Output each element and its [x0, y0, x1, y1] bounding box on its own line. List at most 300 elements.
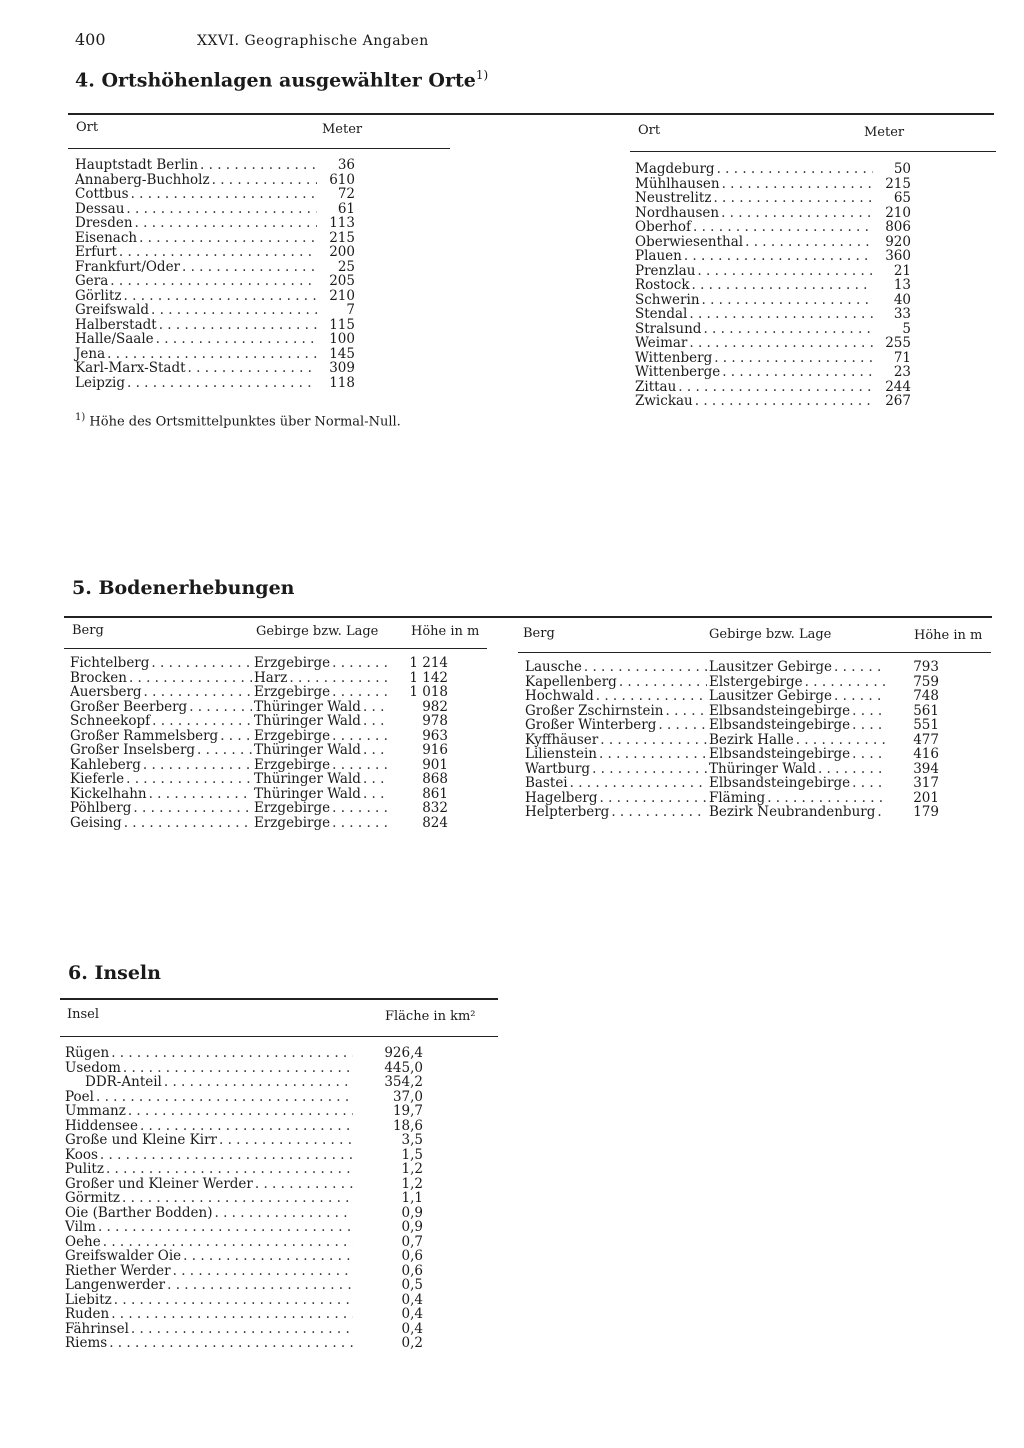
- mountain-name: Kieferle: [70, 772, 125, 787]
- mountain-cell: [525, 733, 709, 748]
- range-cell: [254, 729, 392, 744]
- range-name: Erzgebirge: [254, 757, 331, 772]
- mountain-cell: [525, 776, 709, 791]
- row-value: 65: [893, 190, 911, 206]
- mountain-cell: [525, 675, 709, 690]
- leader-dots: [189, 700, 252, 715]
- range-name: Elbsandsteingebirge: [709, 718, 851, 733]
- sec4-left-head-rule: [68, 148, 450, 149]
- row-value: 0,9: [401, 1219, 423, 1235]
- row-value: 806: [885, 219, 911, 235]
- row-value: 0,9: [401, 1204, 423, 1221]
- row-value: 205: [329, 273, 355, 289]
- leader-dots: [103, 1235, 353, 1250]
- sec5-right-head-rule: [518, 652, 991, 653]
- leader-dots: [212, 173, 317, 188]
- row-name: Annaberg-Buchholz: [75, 171, 210, 188]
- leader-dots: [658, 718, 707, 733]
- row-name: Große und Kleine Kirr: [65, 1132, 217, 1148]
- sec4-right-head-value: Meter: [864, 125, 905, 140]
- row-name: Wittenberg: [635, 349, 713, 366]
- row-value: 13: [893, 277, 911, 293]
- row-value: 0,4: [401, 1291, 423, 1308]
- height-value: 561: [913, 702, 939, 719]
- table-row: [65, 1264, 423, 1279]
- table-row: [75, 260, 355, 275]
- leader-dots: [98, 1220, 353, 1235]
- row-value: 1,2: [401, 1161, 423, 1177]
- height-value: 916: [422, 742, 448, 758]
- leader-dots: [139, 231, 317, 246]
- range-cell: [709, 660, 887, 675]
- range-name: Bezirk Neubrandenburg: [709, 805, 876, 820]
- table-row: [635, 191, 911, 206]
- table-row: [635, 351, 911, 366]
- sec4-footnote-text: Höhe des Ortsmittelpunktes über Normal-Null.: [89, 414, 401, 430]
- leader-dots: [363, 787, 390, 802]
- mountain-cell: [70, 671, 254, 686]
- row-value: 40: [893, 291, 911, 308]
- height-value: 978: [422, 713, 448, 729]
- leader-dots: [124, 816, 252, 831]
- leader-dots: [693, 220, 873, 235]
- leader-dots: [570, 776, 707, 791]
- leader-dots: [689, 336, 873, 351]
- table-row: [635, 322, 911, 337]
- leader-dots: [159, 318, 317, 333]
- table-row: [75, 202, 355, 217]
- sec5-left-head-value: Höhe in m: [411, 624, 480, 639]
- table-row: [635, 394, 911, 409]
- leader-dots: [678, 380, 873, 395]
- row-name: Prenzlau: [635, 262, 696, 279]
- table-row: [75, 361, 355, 376]
- height-value: 901: [422, 756, 448, 773]
- leader-dots: [188, 361, 317, 376]
- height-value: 477: [913, 731, 939, 748]
- height-value: 824: [422, 814, 448, 831]
- sec4-left-head-value: Meter: [322, 122, 363, 137]
- mountain-name: Helpterberg: [525, 805, 610, 820]
- table-row: [75, 173, 355, 188]
- row-value: 0,6: [401, 1248, 423, 1264]
- mountain-name: Schneekopf: [70, 714, 151, 729]
- leader-dots: [332, 656, 390, 671]
- mountain-cell: [525, 805, 709, 820]
- row-value: 215: [885, 175, 911, 192]
- section-5-title: 5. Bodenerhebungen: [72, 577, 295, 599]
- leader-dots: [151, 303, 317, 318]
- mountain-cell: [525, 689, 709, 704]
- leader-dots: [332, 816, 390, 831]
- table-row: [65, 1249, 423, 1264]
- row-name: Vilm: [65, 1219, 96, 1235]
- range-name: Erzgebirge: [254, 656, 331, 671]
- range-name: Erzgebirge: [254, 685, 331, 700]
- table-row: [635, 206, 911, 221]
- range-cell: [709, 747, 887, 762]
- height-value: 832: [422, 800, 448, 816]
- table-row: [65, 1148, 423, 1163]
- row-value: 0,2: [401, 1335, 423, 1351]
- row-value: 33: [893, 306, 911, 322]
- leader-dots: [131, 1322, 353, 1337]
- leader-dots: [619, 675, 707, 690]
- row-value: 1,5: [401, 1146, 423, 1163]
- mountain-name: Großer Inselsberg: [70, 743, 196, 758]
- mountain-name: Kahleberg: [70, 757, 141, 772]
- row-name: Riether Werder: [65, 1262, 171, 1279]
- leader-dots: [119, 245, 317, 260]
- leader-dots: [611, 805, 707, 820]
- row-name: Rügen: [65, 1045, 110, 1061]
- range-cell: [254, 700, 392, 715]
- row-value: 354,2: [384, 1074, 423, 1090]
- sec5-right-table: [525, 660, 943, 820]
- sec6-table: [65, 1046, 423, 1351]
- page-number: 400: [75, 30, 106, 49]
- leader-dots: [220, 729, 252, 744]
- height-value: 759: [913, 673, 939, 690]
- height-value: 551: [913, 717, 939, 733]
- range-cell: [254, 743, 392, 758]
- leader-dots: [173, 1264, 353, 1279]
- table-row: [65, 1162, 423, 1177]
- table-row: [525, 791, 943, 806]
- table-row: [65, 1119, 423, 1134]
- mountain-name: Hagelberg: [525, 790, 598, 805]
- range-name: Harz: [254, 670, 288, 685]
- table-row: [635, 336, 911, 351]
- sec5-right-head-value: Höhe in m: [914, 628, 983, 643]
- range-cell: [709, 718, 887, 733]
- height-value: 1 018: [409, 684, 448, 700]
- table-row: [70, 656, 454, 671]
- height-value: 1 142: [409, 669, 448, 686]
- leader-dots: [721, 206, 873, 221]
- range-cell: [709, 762, 887, 777]
- row-name: Neustrelitz: [635, 190, 712, 206]
- table-row: [635, 162, 911, 177]
- row-name: Zittau: [635, 378, 677, 395]
- leader-dots: [834, 689, 885, 704]
- table-row: [635, 278, 911, 293]
- height-value: 861: [422, 785, 448, 802]
- sec4-right-head-rule: [630, 151, 996, 152]
- leader-dots: [767, 791, 885, 806]
- mountain-cell: [525, 704, 709, 719]
- row-name: Stendal: [635, 306, 688, 322]
- section-5-top-rule: [64, 616, 992, 618]
- sec5-right-head-name: Berg: [523, 626, 555, 641]
- row-value: 145: [329, 345, 355, 362]
- table-row: [75, 318, 355, 333]
- height-value: 748: [913, 688, 939, 704]
- row-value: 19,7: [392, 1103, 423, 1119]
- leader-dots: [852, 718, 885, 733]
- row-value: 50: [893, 161, 911, 177]
- table-row: [65, 1220, 423, 1235]
- table-row: [635, 249, 911, 264]
- row-name: Cottbus: [75, 186, 129, 202]
- leader-dots: [852, 704, 885, 719]
- mountain-cell: [70, 729, 254, 744]
- table-row: [65, 1191, 423, 1206]
- table-row: [525, 762, 943, 777]
- leader-dots: [877, 805, 885, 820]
- table-row: [525, 733, 943, 748]
- sec4-right-table: [635, 162, 911, 409]
- table-row: [65, 1075, 423, 1090]
- table-row: [635, 380, 911, 395]
- height-value: 868: [422, 771, 448, 787]
- leader-dots: [695, 394, 873, 409]
- leader-dots: [599, 747, 707, 762]
- leader-dots: [713, 191, 873, 206]
- table-row: [75, 347, 355, 362]
- table-row: [70, 743, 454, 758]
- range-cell: [709, 776, 887, 791]
- row-value: 215: [329, 229, 355, 246]
- leader-dots: [126, 772, 252, 787]
- range-name: Thüringer Wald: [254, 772, 361, 787]
- table-row: [75, 245, 355, 260]
- range-name: Thüringer Wald: [254, 714, 361, 729]
- range-cell: [254, 801, 392, 816]
- row-value: 115: [329, 316, 355, 333]
- row-name: Halle/Saale: [75, 331, 154, 347]
- mountain-name: Großer Zschirnstein: [525, 703, 664, 718]
- leader-dots: [144, 685, 252, 700]
- row-name: Ummanz: [65, 1103, 126, 1119]
- row-value: 100: [329, 331, 355, 347]
- leader-dots: [219, 1133, 353, 1148]
- leader-dots: [363, 714, 390, 729]
- row-value: 36: [337, 157, 355, 173]
- row-value: 37,0: [392, 1088, 423, 1105]
- row-name: Schwerin: [635, 291, 700, 308]
- table-row: [525, 718, 943, 733]
- leader-dots: [697, 264, 873, 279]
- range-name: Elbsandsteingebirge: [709, 776, 851, 791]
- sec5-left-head-rule: [64, 648, 487, 649]
- leader-dots: [215, 1206, 354, 1221]
- leader-dots: [584, 660, 707, 675]
- row-name: Großer und Kleiner Werder: [65, 1175, 253, 1192]
- sec4-left-head-name: Ort: [76, 120, 99, 135]
- leader-dots: [133, 801, 252, 816]
- leader-dots: [332, 801, 390, 816]
- row-name: Rostock: [635, 277, 690, 293]
- row-value: 1,1: [401, 1190, 423, 1206]
- table-row: [525, 689, 943, 704]
- range-cell: [709, 805, 887, 820]
- leader-dots: [703, 322, 873, 337]
- row-value: 71: [893, 349, 911, 366]
- leader-dots: [600, 791, 708, 806]
- section-6-top-rule: [60, 998, 498, 1000]
- leader-dots: [852, 776, 885, 791]
- sec5-left-head-name: Berg: [72, 623, 104, 638]
- table-row: [65, 1235, 423, 1250]
- row-name: Magdeburg: [635, 161, 715, 177]
- leader-dots: [197, 743, 252, 758]
- row-name: Hiddensee: [65, 1117, 138, 1134]
- leader-dots: [600, 733, 707, 748]
- row-value: 0,7: [401, 1233, 423, 1250]
- row-value: 0,5: [401, 1277, 423, 1293]
- table-row: [635, 177, 911, 192]
- row-name: Koos: [65, 1146, 98, 1163]
- mountain-name: Lilienstein: [525, 747, 597, 762]
- row-name: Plauen: [635, 248, 682, 264]
- mountain-name: Bastei: [525, 776, 568, 791]
- row-name: Görmitz: [65, 1190, 121, 1206]
- table-row: [75, 289, 355, 304]
- table-row: [65, 1322, 423, 1337]
- table-row: [65, 1307, 423, 1322]
- row-value: 3,5: [401, 1132, 423, 1148]
- row-value: 21: [893, 262, 911, 279]
- row-value: 25: [337, 258, 355, 275]
- mountain-cell: [525, 791, 709, 806]
- table-row: [65, 1104, 423, 1119]
- leader-dots: [717, 162, 873, 177]
- table-row: [525, 805, 943, 820]
- row-name: Nordhausen: [635, 204, 720, 221]
- table-row: [525, 747, 943, 762]
- table-row: [635, 235, 911, 250]
- sec5-left-head-range: Gebirge bzw. Lage: [256, 624, 379, 639]
- row-value: 267: [885, 393, 911, 409]
- row-name: DDR-Anteil: [85, 1074, 162, 1090]
- row-value: 210: [885, 204, 911, 221]
- range-cell: [254, 671, 392, 686]
- row-name: Jena: [75, 345, 106, 362]
- range-cell: [709, 675, 887, 690]
- leader-dots: [363, 772, 390, 787]
- mountain-cell: [70, 700, 254, 715]
- height-value: 394: [913, 760, 939, 777]
- row-name: Zwickau: [635, 393, 693, 409]
- leader-dots: [106, 1162, 353, 1177]
- height-value: 201: [913, 789, 939, 806]
- table-row: [75, 158, 355, 173]
- mountain-name: Hochwald: [525, 689, 594, 704]
- table-row: [635, 220, 911, 235]
- section-6-title: 6. Inseln: [68, 962, 161, 984]
- table-row: [70, 772, 454, 787]
- row-name: Oberhof: [635, 219, 691, 235]
- leader-dots: [200, 158, 317, 173]
- range-cell: [709, 791, 887, 806]
- range-name: Elbsandsteingebirge: [709, 747, 851, 762]
- mountain-name: Lausche: [525, 660, 582, 675]
- leader-dots: [745, 235, 873, 250]
- height-value: 793: [913, 659, 939, 675]
- sec6-head-name: Insel: [67, 1007, 100, 1022]
- range-name: Elbsandsteingebirge: [709, 703, 851, 718]
- table-row: [65, 1133, 423, 1148]
- leader-dots: [111, 1307, 353, 1322]
- table-row: [635, 365, 911, 380]
- row-value: 926,4: [384, 1045, 423, 1061]
- row-name: Pulitz: [65, 1161, 104, 1177]
- range-name: Erzgebirge: [254, 815, 331, 830]
- row-name: Hauptstadt Berlin: [75, 157, 199, 173]
- sec4-left-table: [75, 158, 355, 390]
- table-row: [65, 1293, 423, 1308]
- row-name: Leipzig: [75, 374, 125, 391]
- table-row: [65, 1177, 423, 1192]
- leader-dots: [363, 743, 390, 758]
- row-name: Dresden: [75, 215, 133, 231]
- leader-dots: [666, 704, 707, 719]
- row-name: Görlitz: [75, 287, 122, 304]
- leader-dots: [852, 747, 885, 762]
- table-row: [525, 660, 943, 675]
- range-name: Erzgebirge: [254, 801, 331, 816]
- row-name: Halberstadt: [75, 316, 157, 333]
- row-value: 610: [329, 171, 355, 188]
- mountain-cell: [525, 747, 709, 762]
- range-name: Bezirk Halle: [709, 732, 794, 747]
- mountain-cell: [70, 714, 254, 729]
- height-value: 416: [913, 746, 939, 762]
- row-name: Usedom: [65, 1059, 121, 1076]
- leader-dots: [289, 671, 390, 686]
- leader-dots: [332, 758, 390, 773]
- mountain-name: Geising: [70, 815, 122, 830]
- height-value: 179: [913, 804, 939, 820]
- row-name: Weimar: [635, 335, 688, 351]
- mountain-name: Fichtelberg: [70, 656, 150, 671]
- range-name: Lausitzer Gebirge: [709, 689, 833, 704]
- leader-dots: [143, 758, 252, 773]
- row-name: Riems: [65, 1335, 108, 1351]
- table-row: [70, 787, 454, 802]
- row-name: Stralsund: [635, 320, 702, 337]
- row-value: 360: [885, 248, 911, 264]
- leader-dots: [363, 700, 390, 715]
- table-row: [70, 816, 454, 831]
- leader-dots: [149, 787, 252, 802]
- table-row: [75, 274, 355, 289]
- leader-dots: [109, 1336, 353, 1351]
- mountain-cell: [525, 762, 709, 777]
- table-row: [65, 1278, 423, 1293]
- table-row: [70, 714, 454, 729]
- sec6-head-rule: [60, 1036, 498, 1037]
- section-4-title: [75, 68, 488, 91]
- leader-dots: [96, 1090, 353, 1105]
- row-value: 1,2: [401, 1175, 423, 1192]
- range-name: Thüringer Wald: [709, 761, 816, 776]
- row-value: 255: [885, 335, 911, 351]
- table-row: [635, 307, 911, 322]
- leader-dots: [100, 1148, 353, 1163]
- height-value: 963: [422, 727, 448, 744]
- table-row: [65, 1336, 423, 1351]
- row-name: Wittenberge: [635, 364, 721, 380]
- row-value: 118: [329, 374, 355, 391]
- table-row: [70, 801, 454, 816]
- row-name: Karl-Marx-Stadt: [75, 360, 186, 376]
- section-4-top-rule: [68, 113, 994, 115]
- sec5-left-table: [70, 656, 454, 830]
- leader-dots: [684, 249, 873, 264]
- range-cell: [709, 689, 887, 704]
